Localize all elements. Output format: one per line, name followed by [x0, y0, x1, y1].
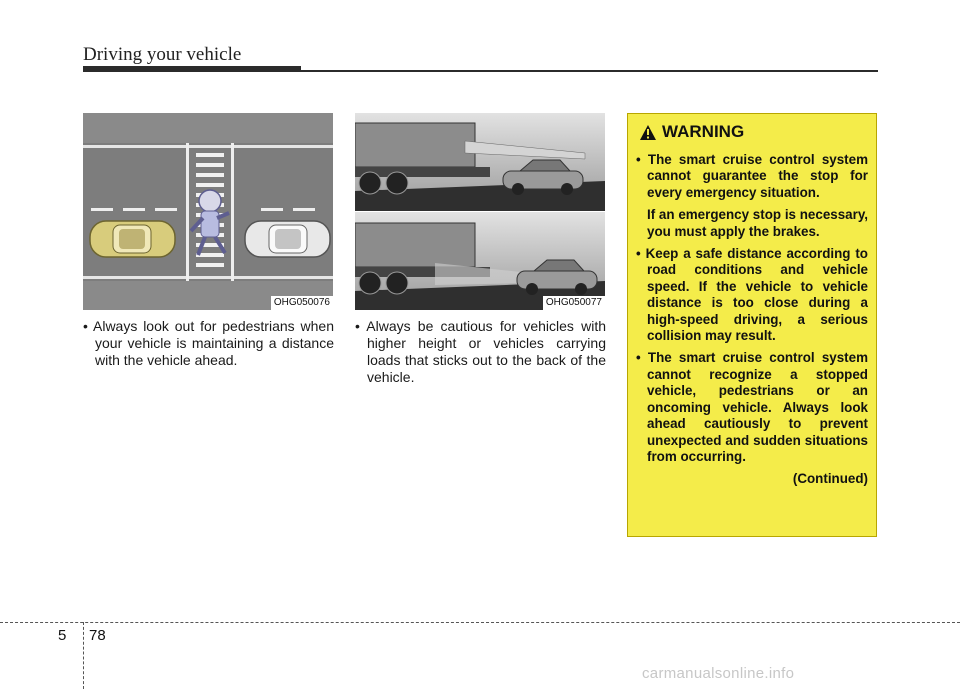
footer-divider: [83, 622, 84, 689]
white-car-icon: [245, 221, 330, 257]
truck-illustration: [355, 113, 605, 310]
page-header-title: Driving your vehicle: [83, 44, 242, 65]
figure-code: OHG050077: [543, 296, 605, 310]
warning-item: • The smart cruise control system cannot recognize a stopped vehicle, pedestrians or an oncoming vehicle. Always look ahead cautiously to prevent unexpected and sudden situations from occurring.: [636, 350, 868, 464]
figure-crosswalk: [83, 113, 333, 310]
bullet-tall-vehicles: [355, 318, 606, 386]
chapter-number: 5: [58, 627, 67, 644]
bullet-text: • Always be cautious for vehicles with higher height or vehicles carrying loads that sticks out to the back of the vehicle.: [355, 318, 606, 385]
figure-trucks: [355, 113, 605, 310]
warning-item: • The smart cruise control system cannot guarantee the stop for every emergency situation.: [636, 152, 868, 200]
warning-title: WARNING: [662, 122, 745, 141]
crosswalk-illustration: [83, 113, 333, 310]
continued-label: (Continued): [792, 471, 868, 487]
yellow-car-icon: [90, 221, 175, 257]
page-number: 78: [89, 627, 106, 644]
warning-triangle-icon: [640, 125, 656, 140]
warning-header: [640, 122, 744, 142]
watermark-text: carmanualsonline.info: [642, 665, 795, 682]
warning-box: [627, 113, 877, 537]
header-rule: [83, 70, 878, 72]
warning-list: [636, 152, 868, 488]
bullet-text: • Always look out for pedestrians when your vehicle is maintaining a distance with the vehicle ahead.: [83, 318, 334, 368]
bullet-pedestrians: [83, 318, 334, 369]
footer-rule: [0, 622, 960, 623]
warning-subtext: If an emergency stop is necessary, you must apply the brakes.: [647, 207, 868, 239]
figure-code: OHG050076: [271, 296, 333, 310]
warning-item: • Keep a safe distance according to road conditions and vehicle speed. If the vehicle to vehicle distance is too close during a high-speed driving, a serious collision may result.: [636, 246, 868, 344]
